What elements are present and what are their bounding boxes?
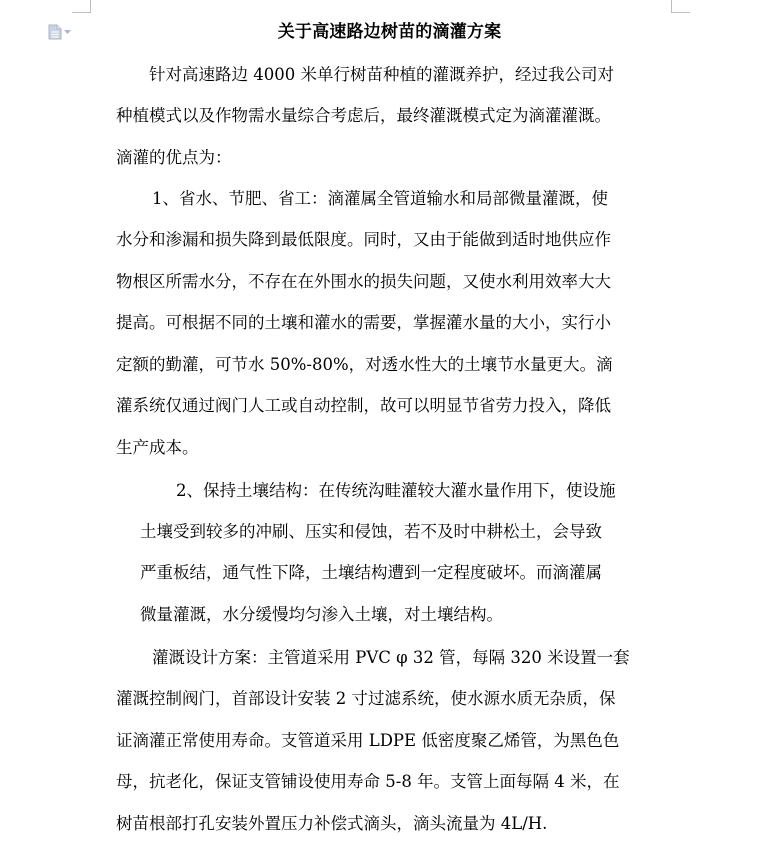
paragraph-line: 灌溉设计方案：主管道采用 PVC φ 32 管，每隔 320 米设置一套	[152, 648, 630, 667]
paragraph-line: 物根区所需水分，不存在在外围水的损失问题，又使水利用效率大大	[116, 272, 611, 291]
paragraph-line: 土壤受到较多的冲刷、压实和侵蚀，若不及时中耕松土，会导致	[140, 522, 602, 541]
paragraph-line: 1、省水、节肥、省工：滴灌属全管道输水和局部微量灌溉，使	[152, 189, 608, 208]
paragraph-line: 微量灌溉，水分缓慢均匀渗入土壤，对土壤结构。	[140, 605, 503, 624]
paragraph-line: 针对高速路边 4000 米单行树苗种植的灌溉养护，经过我公司对	[149, 65, 614, 84]
crop-mark-top-right	[671, 0, 690, 13]
paragraph-line: 滴灌的优点为：	[116, 148, 232, 167]
paragraph-line: 2、保持土壤结构：在传统沟畦灌较大灌水量作用下，使设施	[176, 481, 616, 500]
paragraph-line: 种植模式以及作物需水量综合考虑后，最终灌溉模式定为滴灌灌溉。	[116, 106, 611, 125]
paragraph-line: 证滴灌正常使用寿命。支管道采用 LDPE 低密度聚乙烯管，为黑色色	[116, 731, 620, 750]
paragraph-line: 灌溉控制阀门，首部设计安装 2 寸过滤系统，使水源水质无杂质，保	[116, 689, 616, 708]
paragraph-line: 生产成本。	[116, 438, 199, 457]
paragraph-line: 水分和渗漏和损失降到最低限度。同时，又由于能做到适时地供应作	[116, 230, 611, 249]
crop-mark-top-left	[72, 0, 91, 13]
paragraph-line: 严重板结，通气性下降，土壤结构遭到一定程度破坏。而滴灌属	[140, 563, 602, 582]
document-title: 关于高速路边树苗的滴灌方案	[277, 22, 502, 42]
paragraph-line: 树苗根部打孔安装外置压力补偿式滴头，滴头流量为 4L/H.	[116, 814, 548, 833]
paragraph-line: 定额的勤灌，可节水 50%-80%，对透水性大的土壤节水量更大。滴	[116, 355, 613, 374]
paragraph-line: 母，抗老化，保证支管铺设使用寿命 5-8 年。支管上面每隔 4 米，在	[116, 772, 620, 791]
paragraph-line: 提高。可根据不同的土壤和灌水的需要，掌握灌水量的大小，实行小	[116, 313, 611, 332]
paragraph-line: 灌系统仅通过阀门人工或自动控制，故可以明显节省劳力投入，降低	[116, 396, 611, 415]
